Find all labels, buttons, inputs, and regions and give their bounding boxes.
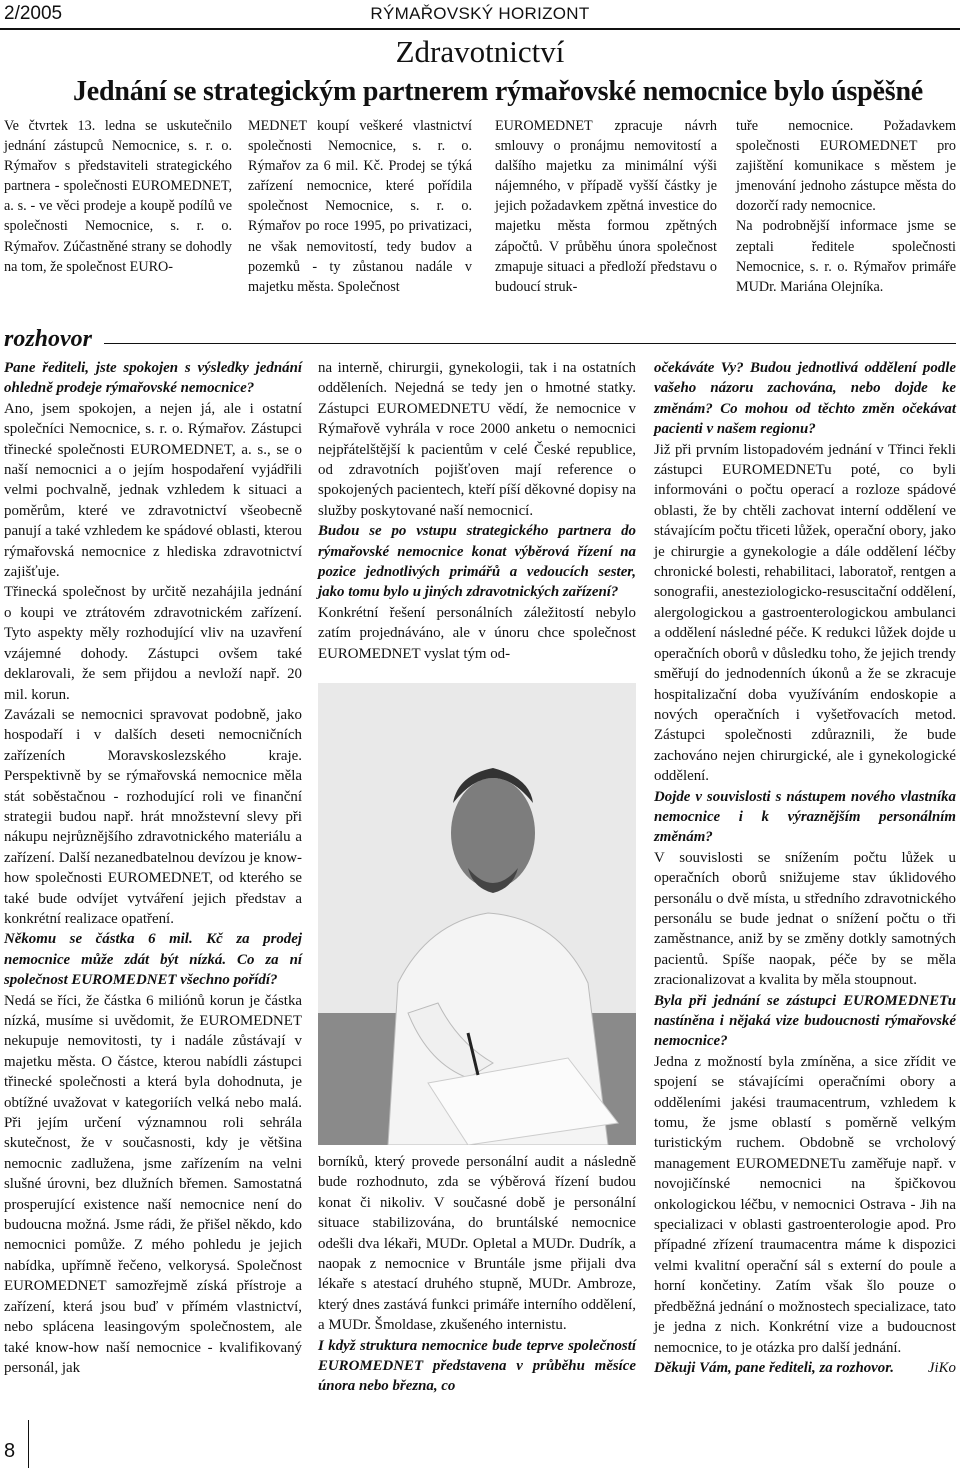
intro-paragraph: MEDNET koupí veškeré vlastnictví společnosti Nemocnice, s. r. o. Rýmařov za 6 mil. Kč. Prodej se týká zařízení nemocnice, které pořídila společnost Nemocnice, s. r. o. Rýmařov po roce 1995, po privatizaci, ne však nemovitostí, tedy budov a pozemků - ty zůstanou nadále v majetku města. Společnost: [248, 118, 472, 295]
publication-title: RÝMAŘOVSKÝ HORIZONT: [370, 4, 590, 23]
intro-col-4: [736, 116, 956, 297]
page-number: 8: [4, 1440, 16, 1462]
article-col-1: [4, 358, 302, 1378]
interview-answer: Nedá se říci, že částka 6 miliónů korun je částka nízká, musíme si uvědomit, že EUROMEDNET nekupuje nemovitosti, ty i nadále zůstávají v majetku města. O částce, kterou nabídli zástupci třinecké společnosti a která byla dohodnuta, je obtížné uvažovat v kategoriích velká nebo malá. Při jejím určení významnou roli sehrála skutečnost, že v současnosti, kdy je většina nemocnic zadlužena, jsme zařízením na velni slušné úrovni, bez dlužních břemen. Samostatná prosperující existence naší nemocnice není do budoucna možná. Jsme rádi, že přišel někdo, kdo nemocnici pomůže. Z mého pohledu je jejich nabídka, upřímně řečeno, velkorysá. Společnost EUROMEDNET samozřejmě získá přístroje a zařízení, která jsou buď v přímém vlastnictví, nebo splácena leasingovým společnostem, ale také know-how naší nemocnice - kvalifikovaný personál, jak: [4, 992, 302, 1376]
article-col-2-top: [318, 358, 636, 664]
header-rule: [0, 28, 960, 30]
interview-answer: Zavázali se nemocnici spravovat podobně, jako hospodaří i v dalších deseti nemocničních zařízeních Moravskoslezského kraje. Perspektivně by se rýmařovská nemocnice měla stát soběstačnou - rozhodující roli ve finanční strategii budou např. hrát množstevní slevy při nákupu nejrůznějšího zdravotnického materiálu a zařízení. Další nezanedbatelnou devízou je know-how společnosti EUROMEDNET, od kterého se také bude odvíjet vytváření jejich představ a konkrétní realizace opatření.: [4, 706, 302, 927]
closing-line: [654, 1358, 956, 1378]
interview-question: Někomu se částka 6 mil. Kč za prodej nemocnice může zdát být nízká. Co za ní společnost EUROMEDNET všechno pořídí?: [4, 931, 302, 989]
intro-col-3: [495, 116, 717, 297]
intro-col-1: [4, 116, 232, 277]
intro-paragraph: EUROMEDNET zpracuje návrh smlouvy o pronájmu nemovitostí a dalšího majetku za minimální výši nájemného, v případě vyšší částky je jejich požadavkem zpětná investice do majetku města formou zpětných zápočtů. V průběhu února společnost zmapuje situaci a předloží představu o budoucí struk-: [495, 118, 717, 295]
portrait-photo: [318, 683, 636, 1145]
interview-answer: borníků, který provede personální audit a následně bude rozhodnuto, zda se výběrová řízení budou konat či nikoliv. V současné době je personální situace stabilizována, do bruntálské nemocnice odešli dva lékaři, MUDr. Opletal a MUDr. Dudrík, a naopak z nemocnice v Bruntále jsme přijali dva lékaře s atestací druhého stupně, MUDr. Ambroze, který dnes zastává funkci primáře interního oddělení, a MUDr. Šmoldase, zkušeného internistu.: [318, 1154, 636, 1334]
page-side-rule: [28, 1420, 29, 1468]
interview-label: rozhovor: [4, 326, 93, 352]
interview-answer: na interně, chirurgii, gynekologii, tak i na ostatních odděleních. Nejedná se tedy jen o hmotné statky. Zástupci EUROMEDNETU vědí, že nemocnice v Rýmařově vyhrála v roce 2000 anketu o nemocnici nejpřátelštější k pacientům v celé České republice, od zdravotních pojišťoven mají reference o spokojených pacientech, kteří píší děkovné dopisy na služby poskytované naší nemocnicí.: [318, 360, 636, 519]
interview-answer: Třinecká společnost by určitě nezahájila jednání o koupi ve ztrátovém zdravotnickém zařízení. Tyto aspekty měly rozhodující vliv na uzavření vzájemné dohody. Zástupci ovšem také deklarovali, že sem přijdou a nevloží např. 20 mil. korun.: [4, 584, 302, 703]
interview-answer: Ano, jsem spokojen, a nejen já, ale i ostatní společníci Nemocnice, s. r. o. Rýmařov. Zástupci třinecké společnosti EUROMEDNET, a. s., se o naší nemocnici a o jejím hospodaření vyjádřili velmi pochvalně, jednak vzhledem k situaci a poměrům, které ve zdravotnictví všeobecně panují a také vzhledem ke spádové oblasti, kterou rýmařovská nemocnice z hlediska zdravotnictví zajišťuje.: [4, 400, 302, 581]
intro-paragraph: Na podrobnější informace jsme se zeptali ředitele společnosti Nemocnice, s. r. o. Rýmařov primáře MUDr. Mariána Olejníka.: [736, 218, 956, 295]
article-col-3: [654, 358, 956, 1378]
interview-question: Budou se po vstupu strategického partnera do rýmařovské nemocnice konat výběrová řízení na pozice jednotlivých primářů a vedoucích sester, jako tomu bylo u jiných zdravotnických zařízení?: [318, 523, 636, 601]
interview-question: Dojde v souvislosti s nástupem nového vlastníka nemocnice i k výraznějším personálním změnám?: [654, 788, 956, 846]
interview-answer: Konkrétní řešení personálních záležitostí nebylo zatím projednáváno, ale v únoru chce společnost EUROMEDNET vyslat tým od-: [318, 604, 636, 662]
page-header: [0, 0, 960, 28]
article-col-2-bottom: [318, 1152, 636, 1397]
interview-question: Byla při jednání se zástupci EUROMEDNETu nastíněna i nějaká vize budoucnosti rýmařovské nemocnice?: [654, 992, 956, 1050]
interview-answer: Již při prvním listopadovém jednání v Třinci řekli zástupci EUROMEDNETu poté, co byli informováni o počtu operací a rozloze spádové oblasti, že by chtěli zachovat interní oddělení ve stávajícím počtu třiceti lůžek, operační obory, jako je chirurgie a gynekologie a dále oddělení léčby chronické bolesti, rehabilitaci, laboratoř, rentgen a sonografii, anesteziologicko-resuscitační oddělení, alergologickou a gastroenterologickou ambulanci a oddělení následné péče. K redukci lůžek dojde u operačních oborů v důsledku toho, že jejich trendy směřují do jednodenních úkonů a že se zkracuje hospitalizační doba využíváním endoskopie a nových operačních i vyšetřovacích metod. Zástupci společnosti zdůraznili, že bude zachováno nejen chirurgické, ale i gynekologické oddělení.: [654, 441, 956, 785]
intro-paragraph: Ve čtvrtek 13. ledna se uskutečnilo jednání zástupců Nemocnice, s. r. o. Rýmařov s představiteli strategického partnera - společnosti EUROMEDNET, a. s. - ve věci prodeje a koupě podílů ve společnosti Nemocnice, s. r. o. Rýmařov. Zúčastněné strany se dohodly na tom, že společnost EURO-: [4, 118, 232, 275]
doctor-portrait-image: [318, 683, 636, 1145]
interview-answer: Jedna z možností byla zmíněna, a sice zřídit ve spojení se stávajícími operačními obory a odděleními jakési traumacentrum, vzhledem k tomu, že jsme oblastí s poměrně velkým turistickým ruchem. Obdobně se vrcholový management EUROMEDNETu zaměřuje např. v novojičínské nemocnici na špičkovou onkologickou léčbu, v nemocnici Ostrava - Jih na specializaci v oblasti gastroenterologie apod. Pro případné zřízení traumacentra máme k dispozici velmi kvalitní operační sál s externí do poule a horní končetiny. Zatím však šlo pouze o předběžná jednání o možnostech specializace, tato je jedna z nich. Konkrétní vize a budoucnost nemocnice, to je otázka pro další jednání.: [654, 1053, 956, 1356]
interview-question: očekáváte Vy? Budou jednotlivá oddělení podle vašeho názoru zachována, nebo dojde ke změnám? Co mohou od těchto změn očekávat pacienti v našem regionu?: [654, 360, 956, 438]
interview-question: Pane řediteli, jste spokojen s výsledky jednání ohledně prodeje rýmařovské nemocnice?: [4, 360, 302, 397]
intro-paragraph: tuře nemocnice. Požadavkem společnosti EUROMEDNET pro zajištění komunikace s městem je jmenování jednoho zástupce města do dozorčí rady nemocnice.: [736, 118, 956, 215]
issue-number: 2/2005: [4, 3, 63, 24]
article-headline: Jednání se strategickým partnerem rýmařovské nemocnice bylo úspěšné: [72, 76, 924, 107]
interview-question: I když struktura nemocnice bude teprve společností EUROMEDNET představena v průběhu měsíce února nebo března, co: [318, 1337, 636, 1395]
closing-text: Děkuji Vám, pane řediteli, za rozhovor.: [654, 1359, 894, 1376]
section-title: Zdravotnictví: [395, 34, 565, 69]
intro-col-2: [248, 116, 472, 297]
interview-rule: [104, 343, 956, 344]
author-signature: JiKo: [927, 1359, 956, 1376]
interview-answer: V souvislosti se snížením počtu lůžek u operačních oborů snižujeme stav úklidového personálu o dvě místa, u středního zdravotnického personálu se bude jednat o snížení počtu o tři zaměstnance, aniž by se změny dotkly samotných pacientů. Spíše naopak, péče by se měla zracionalizovat a kvalita by měla stoupnout.: [654, 849, 956, 989]
